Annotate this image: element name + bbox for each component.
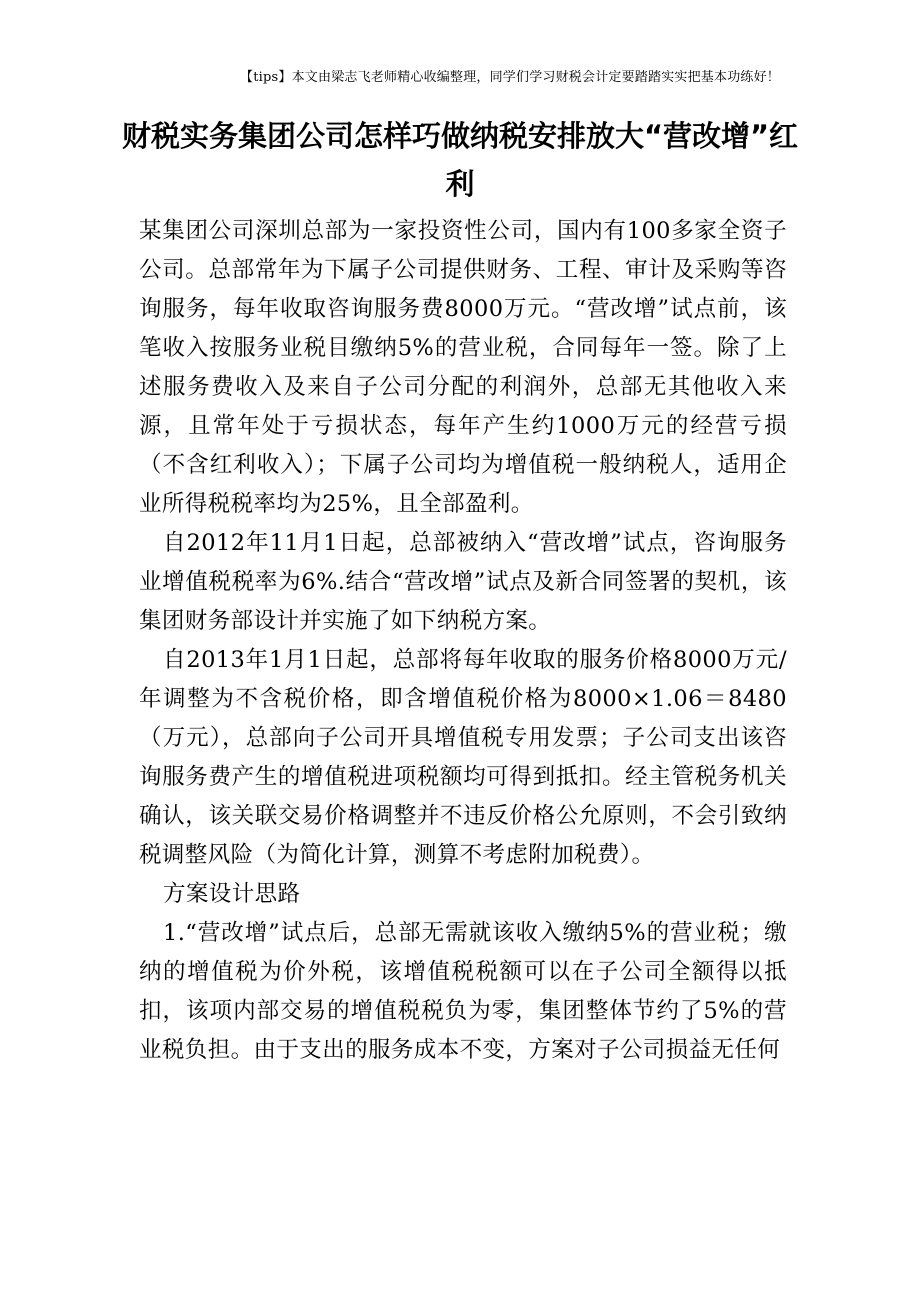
section-heading-design: 方案设计思路 [163,881,301,907]
paragraph-pricing: 自2013年1月1日起，总部将每年收取的服务价格8000万元/年调整为不含税价格，即含增值税价格为8000×1.06＝8480（万元），总部向子公司开具增值税专用发票；子公司支出该咨询服务费产生的增值税进项税额均可得到抵扣。经主管税务机关确认，该关联交易价格调整并不违反价格公允原则，不会引致纳税调整风险（为简化计算，测算不考虑附加税费）。 [139,647,787,868]
paragraph-point-1: 1.“营改增”试点后，总部无需就该收入缴纳5%的营业税；缴纳的增值税为价外税，该增值税税额可以在子公司全额得以抵扣，该项内部交易的增值税税负为零，集团整体节约了5%的营业税负担。由于支出的服务成本不变，方案对子公司损益无任何 [139,920,787,1063]
paragraph-intro: 某集团公司深圳总部为一家投资性公司，国内有100多家全资子公司。总部常年为下属子公司提供财务、工程、审计及采购等咨询服务，每年收取咨询服务费8000万元。“营改增”试点前，该笔收入按服务业税目缴纳5%的营业税，合同每年一签。除了上述服务费收入及来自子公司分配的利润外，总部无其他收入来源，且常年处于亏损状态，每年产生约1000万元的经营亏损（不含红利收入）；下属子公司均为增值税一般纳税人，适用企业所得税税率均为25%，且全部盈利。 [139,218,787,517]
document-title: 财税实务集团公司怎样巧做纳税安排放大“营改增”红利 [121,119,799,201]
document-body [139,212,787,1070]
paragraph-pilot: 自2012年11月1日起，总部被纳入“营改增”试点，咨询服务业增值税税率为6%.结合“营改增”试点及新合同签署的契机，该集团财务部设计并实施了如下纳税方案。 [139,530,787,634]
header-note: 【tips】本文由梁志飞老师精心收编整理，同学们学习财税会计定要踏踏实实把基本功练好！ [240,70,780,85]
